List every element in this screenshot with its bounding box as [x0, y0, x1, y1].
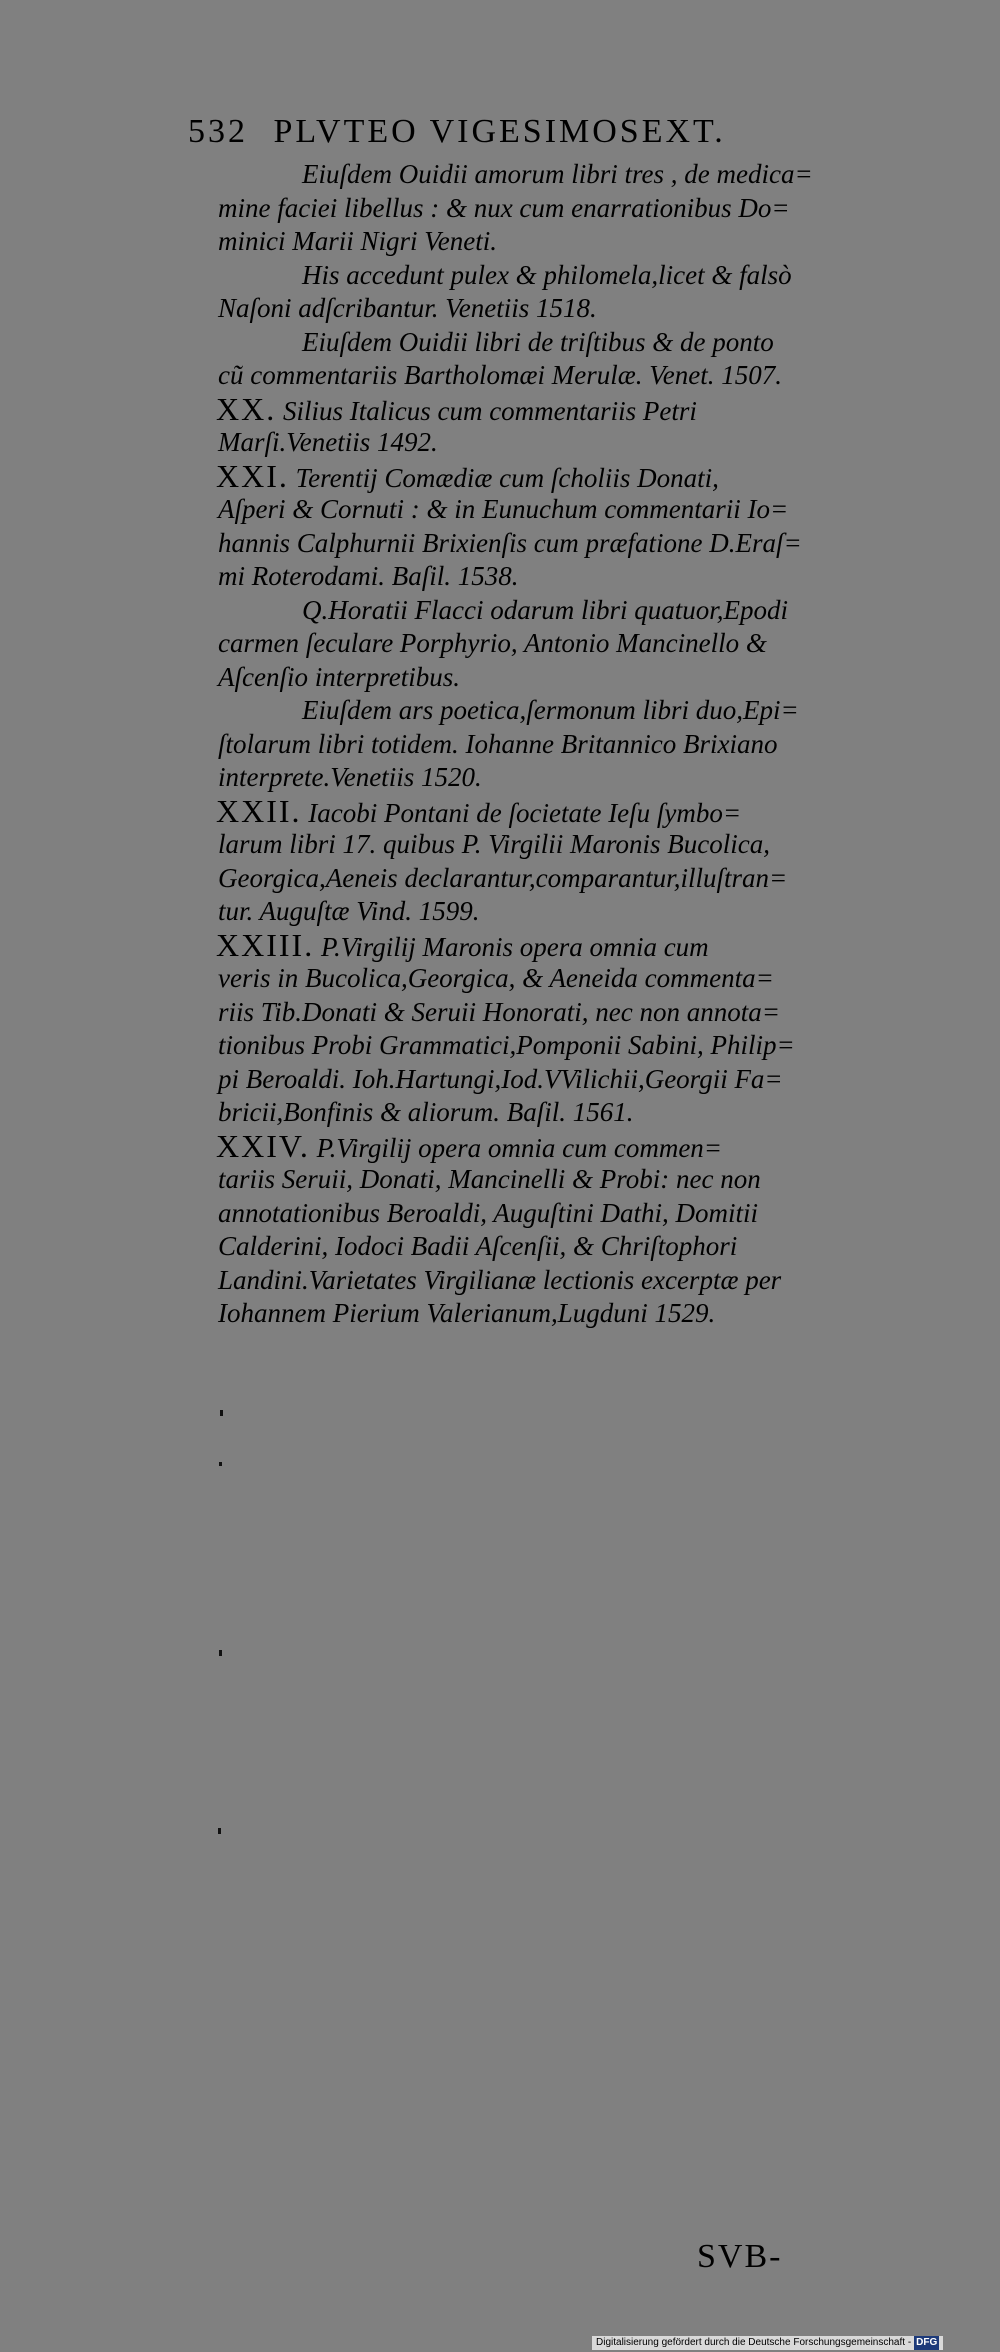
text-line: interprete.Venetiis 1520. [218, 762, 482, 792]
text-line: Silius Italicus cum commentariis Petri [282, 395, 697, 426]
text-line: tariis Seruii, Donati, Mancinelli & Probi: nec non [218, 1164, 761, 1194]
entry-number: XXI. [216, 457, 289, 494]
text-line: tur. Auguſtæ Vind. 1599. [218, 896, 480, 926]
catalogue-text [218, 158, 818, 1331]
digitization-footer [592, 2336, 943, 2350]
text-line: Landini.Varietates Virgilianæ lectionis excerptæ per [218, 1264, 782, 1295]
text-line: His accedunt pulex & philomela,licet & falsò [302, 259, 792, 290]
text-line: larum libri 17. quibus P. Virgilii Maronis Bucolica, [218, 829, 771, 859]
text-line: riis Tib.Donati & Seruii Honorati, nec non annota= [218, 996, 780, 1027]
entry-xxiii [216, 926, 818, 963]
running-header [188, 113, 726, 151]
ink-speck [218, 1828, 221, 1834]
text-line: pi Beroaldi. Ioh.Hartungi,Iod.VVilichii,Georgii Fa= [218, 1063, 783, 1094]
text-line: Terentij Comædiæ cum ſcholiis Donati, [295, 462, 719, 493]
ink-speck [219, 1650, 222, 1656]
text-line: hannis Calphurnii Brixienſis cum præfatione D.Eraſ= [218, 527, 802, 558]
text-line: Eiuſdem Ouidii libri de triſtibus & de ponto [302, 326, 774, 357]
dfg-logo: DFG [916, 2337, 938, 2348]
text-line: minici Marii Nigri Veneti. [218, 226, 497, 256]
text-line: bricii,Bonfinis & aliorum. Baſil. 1561. [218, 1097, 634, 1127]
text-line: annotationibus Beroaldi, Auguſtini Dathi, Domitii [218, 1197, 759, 1228]
text-line: veris in Bucolica,Georgica, & Aeneida commenta= [218, 963, 774, 993]
text-line: Eiuſdem Ouidii amorum libri tres , de medica= [302, 159, 813, 189]
text-line: P.Virgilij Maronis opera omnia cum [320, 931, 709, 962]
text-line: Aſperi & Cornuti : & in Eunuchum commentarii Io= [218, 494, 789, 524]
running-title: PLVTEO VIGESIMOSEXT. [273, 113, 726, 150]
ink-speck [220, 1410, 223, 1416]
catchword: SVB- [697, 2238, 783, 2275]
entry-xxiv [216, 1127, 818, 1164]
ink-speck [219, 1462, 222, 1466]
entry-number: XXIII. [216, 926, 315, 963]
text-line: Eiuſdem ars poetica,ſermonum libri duo,Epi= [302, 695, 799, 725]
text-line: Naſoni adſcribantur. Venetiis 1518. [218, 293, 597, 323]
entry-xxii [216, 792, 818, 829]
text-line: mine faciei libellus : & nux cum enarrationibus Do= [218, 192, 790, 223]
text-line: Q.Horatii Flacci odarum libri quatuor,Epodi [302, 594, 788, 625]
text-line: Iohannem Pierium Valerianum,Lugduni 1529. [218, 1298, 716, 1328]
entry-xxi [216, 457, 818, 494]
entry-number: XXIV. [216, 1127, 310, 1164]
text-line: carmen ſeculare Porphyrio, Antonio Mancinello & [218, 628, 767, 658]
entry-number: XX. [216, 390, 277, 427]
text-line: mi Roterodami. Baſil. 1538. [218, 561, 519, 591]
text-line: Aſcenſio interpretibus. [218, 661, 460, 692]
text-line: Calderini, Iodoci Badii Aſcenſii, & Chriſtophori [218, 1231, 738, 1261]
text-line: tionibus Probi Grammatici,Pomponii Sabini, Philip= [218, 1030, 795, 1060]
text-line: Marſi.Venetiis 1492. [218, 427, 438, 457]
text-line: Iacobi Pontani de ſocietate Ieſu ſymbo= [308, 797, 742, 828]
text-line: cũ commentariis Bartholomæi Merulæ. Venet. 1507. [218, 360, 782, 390]
text-line: ſtolarum libri totidem. Iohanne Britannico Brixiano [218, 728, 778, 759]
text-line: P.Virgilij opera omnia cum commen= [316, 1132, 723, 1163]
entry-xx [216, 390, 818, 427]
page-number: 532 [188, 113, 248, 150]
entry-number: XXII. [216, 792, 302, 829]
footer-text: Digitalisierung gefördert durch die Deutsche Forschungsgemeinschaft - [596, 2337, 912, 2348]
text-line: Georgica,Aeneis declarantur,comparantur,illuſtran= [218, 862, 788, 893]
